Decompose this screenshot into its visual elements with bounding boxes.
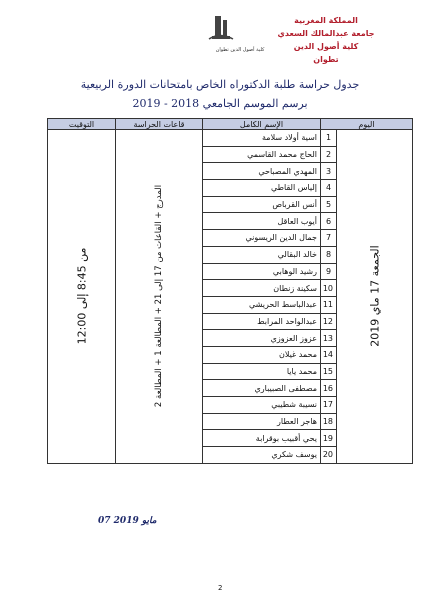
row-number: 18 [321, 413, 337, 430]
invigilator-name: أيوب العاقل [203, 213, 321, 230]
institution-header [271, 14, 381, 66]
row-number: 7 [321, 230, 337, 247]
document-title: جدول حراسة طلبة الدكتوراه الخاص بامتحانات الدورة الربيعية [80, 78, 360, 91]
row-number: 11 [321, 296, 337, 313]
row-number: 16 [321, 380, 337, 397]
row-number: 8 [321, 246, 337, 263]
row-number: 13 [321, 330, 337, 347]
row-number: 6 [321, 213, 337, 230]
time-cell [48, 130, 116, 464]
time-value: من 8:45 إلى 12:00 [75, 248, 88, 345]
row-number: 12 [321, 313, 337, 330]
invigilator-name: رشيد الوهابي [203, 263, 321, 280]
row-number: 20 [321, 447, 337, 464]
row-number: 3 [321, 163, 337, 180]
time-header: التوقيت [48, 119, 116, 130]
name-header: الإسم الكامل [203, 119, 321, 130]
header-line-city: تطوان [313, 55, 339, 64]
table-header-row [48, 119, 413, 130]
page-number: 2 [218, 584, 223, 592]
academic-year-subtitle: برسم الموسم الجامعي 2018 - 2019 [132, 97, 308, 110]
invigilator-name: هاجر العطار [203, 413, 321, 430]
day-header: اليوم [321, 119, 413, 130]
logo-caption: كلية أصول الدين تطوان [215, 47, 265, 53]
row-number: 19 [321, 430, 337, 447]
invigilation-schedule-table [47, 118, 413, 464]
row-number: 1 [321, 130, 337, 147]
invigilator-name: سكينة زنطان [203, 280, 321, 297]
row-number: 15 [321, 363, 337, 380]
invigilator-name: أنس القرباص [203, 196, 321, 213]
signature-date: 07 مايو 2019 [98, 516, 157, 526]
invigilator-name: محمد غيلان [203, 346, 321, 363]
row-number: 17 [321, 397, 337, 414]
day-value: الجمعة 17 ماي 2019 [368, 245, 382, 348]
invigilator-name: محمد يايا [203, 363, 321, 380]
row-number: 9 [321, 263, 337, 280]
invigilator-name: مصطفى الصبيباري [203, 380, 321, 397]
header-line-kingdom: المملكة المغربية [294, 16, 358, 25]
invigilator-name: اسية أولاد سلامة [203, 130, 321, 147]
invigilator-name: عبدالواحد المرابط [203, 313, 321, 330]
invigilator-name: إلياس القاطي [203, 180, 321, 197]
header-line-university: جامعة عبدالمالك السعدي [277, 29, 375, 38]
faculty-logo [195, 12, 265, 62]
invigilator-name: يوسف شكري [203, 447, 321, 464]
invigilator-name: المهدي المصباحي [203, 163, 321, 180]
invigilator-name: الحاج محمد القاسمي [203, 146, 321, 163]
header-line-faculty: كلية أصول الدين [293, 42, 359, 51]
table-row [48, 130, 413, 147]
invigilator-name: عزوز العزوزي [203, 330, 321, 347]
row-number: 14 [321, 346, 337, 363]
invigilator-name: يحي أقبيب بوقرابة [203, 430, 321, 447]
row-number: 4 [321, 180, 337, 197]
row-number: 10 [321, 280, 337, 297]
invigilator-name: جمال الدين الريسوني [203, 230, 321, 247]
invigilator-name: نسيبة شطيبي [203, 397, 321, 414]
row-number: 2 [321, 146, 337, 163]
row-number: 5 [321, 196, 337, 213]
invigilator-name: خالد البقالي [203, 246, 321, 263]
halls-header: قاعات الحراسة [116, 119, 203, 130]
invigilator-name: عبدالباسط الحريشي [203, 296, 321, 313]
halls-value: المدرج + القاعات من 17 إلى 21 + المطالعة 1 + المطالعة 2 [154, 185, 164, 408]
halls-cell [116, 130, 203, 464]
day-cell [337, 130, 413, 464]
